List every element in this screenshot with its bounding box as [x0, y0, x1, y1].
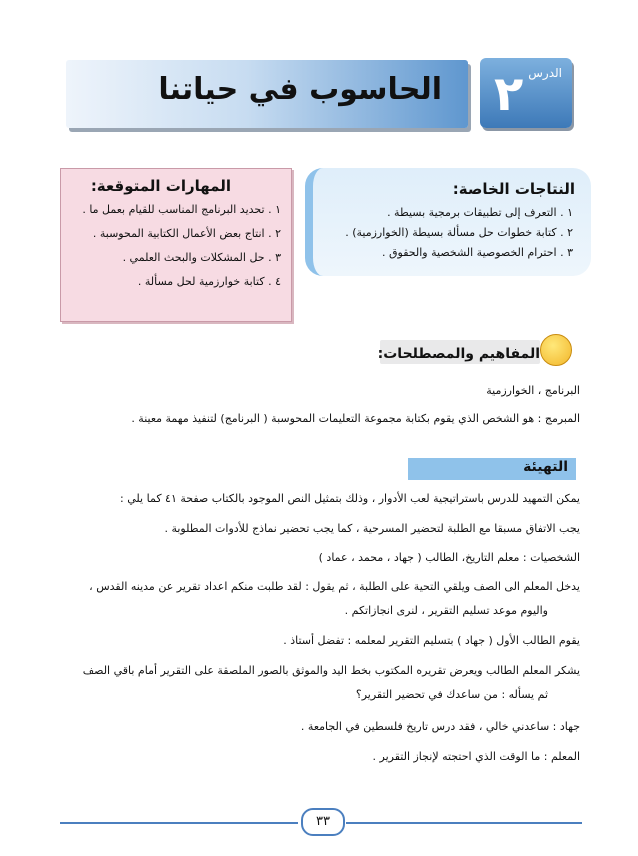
- outcome-item: ٣ . احترام الخصوصية الشخصية والحقوق .: [382, 246, 573, 259]
- lesson-number: ٢: [494, 66, 524, 122]
- prep-paragraph: يدخل المعلم الى الصف ويلقي التحية على الطلبة ، ثم يقول : لقد طلبت منكم اعداد تقرير عن مدينه القدس ،: [89, 580, 580, 593]
- prep-paragraph: يشكر المعلم الطالب ويعرض تقريره المكتوب بخط اليد والموثق بالصور الملصقة على التقرير أمام باقي الصف: [82, 664, 580, 677]
- prep-paragraph: واليوم موعد تسليم التقرير ، لنرى انجازاتكم .: [344, 604, 548, 617]
- footer-rule-right: [346, 822, 582, 824]
- skill-item: ٣ . حل المشكلات والبحث العلمي .: [122, 251, 281, 264]
- lesson-title: الحاسوب في حياتنا: [158, 72, 442, 107]
- skills-note: [60, 168, 292, 322]
- prep-paragraph: ثم يسأله : من ساعدك في تحضير التقرير؟: [355, 688, 548, 701]
- prep-heading: التهيئة: [523, 459, 568, 475]
- prep-paragraph: الشخصيات : معلم التاريخ، الطالب ( جهاد ، محمد ، عماد ): [318, 551, 580, 564]
- prep-paragraph: يجب الاتفاق مسبقا مع الطلبة لتحضير المسرحية ، كما يجب تحضير نماذج للأدوات المطلوبة .: [164, 522, 580, 535]
- prep-paragraph: المعلم : ما الوقت الذي احتجته لإنجاز التقرير .: [372, 750, 580, 763]
- concepts-heading: المفاهيم والمصطلحات:: [377, 346, 540, 362]
- smiley-icon: [540, 334, 572, 366]
- lesson-number-badge: [480, 58, 572, 128]
- skill-item: ٢ . انتاج بعض الأعمال الكتابية المحوسبة .: [92, 227, 281, 240]
- prep-paragraph: يقوم الطالب الأول ( جهاد ) بتسليم التقرير لمعلمه : تفضل أستاذ .: [283, 634, 580, 647]
- skills-title: المهارات المتوقعة:: [90, 177, 231, 195]
- outcome-item: ٢ . كتابة خطوات حل مسألة بسيطة (الخوارزمية) .: [345, 226, 573, 239]
- concepts-terms: البرنامج ، الخوارزمية: [486, 384, 580, 397]
- prep-paragraph: جهاد : ساعدني خالي ، فقد درس تاريخ فلسطين في الجامعة .: [300, 720, 580, 733]
- prep-paragraph: يمكن التمهيد للدرس باستراتيجية لعب الأدوار ، وذلك بتمثيل النص الموجود بالكتاب صفحة ٤١ كما يلي :: [120, 492, 580, 505]
- page-number: ٣٣: [301, 808, 345, 836]
- outcomes-box: [305, 168, 591, 276]
- footer-rule-left: [60, 822, 298, 824]
- concepts-definition: المبرمج : هو الشخص الذي يقوم بكتابة مجموعة التعليمات المحوسبة ( البرنامج) لتنفيذ مهمة معينة .: [131, 412, 580, 425]
- skill-item: ٤ . كتابة خوارزمية لحل مسألة .: [137, 275, 281, 288]
- skill-item: ١ . تحديد البرنامج المناسب للقيام بعمل ما .: [82, 203, 281, 216]
- outcomes-title: النتاجات الخاصة:: [452, 180, 575, 198]
- outcome-item: ١ . التعرف إلى تطبيقات برمجية بسيطة .: [387, 206, 573, 219]
- lesson-title-banner: [66, 60, 468, 128]
- lesson-label: الدرس: [528, 66, 562, 80]
